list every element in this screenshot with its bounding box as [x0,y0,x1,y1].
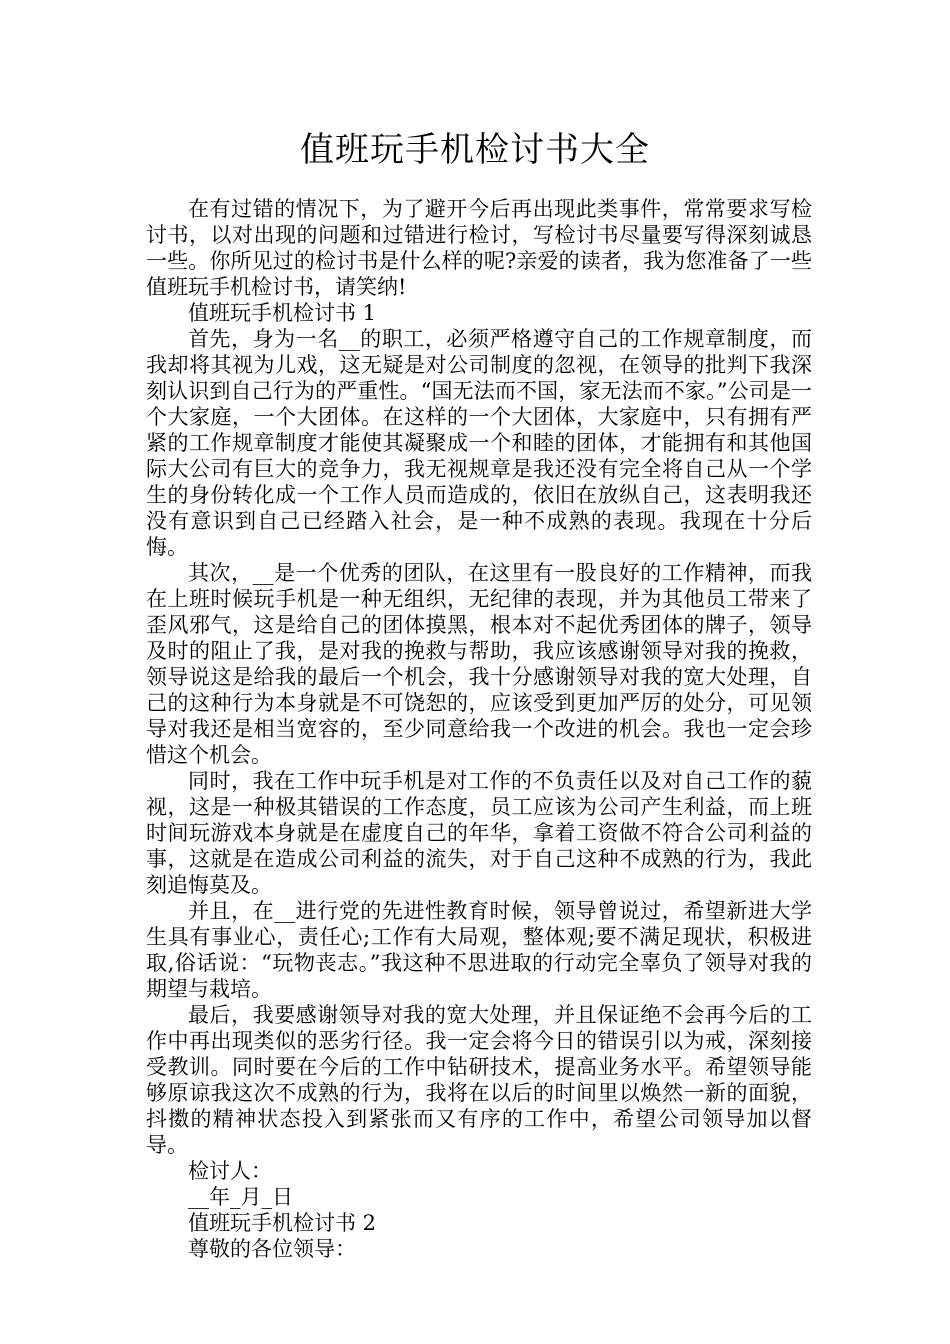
body-paragraph: 并且，在__进行党的先进性教育时候，领导曾说过，希望新进大学生具有事业心，责任心;工作有大局观，整体观;要不满足现状，积极进取,俗话说：“玩物丧志。”我这种不思进取的行动完全辜负了领导对我的期望与栽培。 [146,899,812,1001]
intro-paragraph: 在有过错的情况下，为了避开今后再出现此类事件，常常要求写检讨书，以对出现的问题和过错进行检讨，写检讨书尽量要写得深刻诚恳一些。你所见过的检讨书是什么样的呢?亲爱的读者，我为您准备了一些值班玩手机检讨书，请笑纳! [146,197,812,299]
date-line: __年_月_日 [188,1185,293,1209]
body-paragraph: 同时，我在工作中玩手机是对工作的不负责任以及对自己工作的藐视，这是一种极其错误的工作态度，员工应该为公司产生利益，而上班时间玩游戏本身就是在虚度自己的年华，拿着工资做不符合公司利益的事，这就是在造成公司利益的流失，对于自己这种不成熟的行为，我此刻追悔莫及。 [146,769,812,897]
document-title: 值班玩手机检讨书大全 [300,130,650,170]
body-paragraph: 其次，__是一个优秀的团队，在这里有一股良好的工作精神，而我在上班时候玩手机是一种无组织，无纪律的表现，并为其他员工带来了歪风邪气，这是给自己的团体摸黑，根本对不起优秀团体的牌子，领导及时的阻止了我，是对我的挽救与帮助，我应该感谢领导对我的挽救，领导说这是给我的最后一个机会，我十分感谢领导对我的宽大处理，自己的这种行为本身就是不可饶恕的，应该受到更加严厉的处分，可见领导对我还是相当宽容的，至少同意给我一个改进的机会。我也一定会珍惜这个机会。 [146,561,812,767]
document-body [146,196,812,1262]
body-paragraph: 首先，身为一名__的职工，必须严格遵守自己的工作规章制度，而我却将其视为儿戏，这无疑是对公司制度的忽视，在领导的批判下我深刻认识到自己行为的严重性。“国无法而不国，家无法而不家。”公司是一个大家庭，一个大团体。在这样的一个大团体，大家庭中，只有拥有严紧的工作规章制度才能使其凝聚成一个和睦的团体，才能拥有和其他国际大公司有巨大的竞争力，我无视规章是我还没有完全将自己从一个学生的身份转化成一个工作人员而造成的，依旧在放纵自己，这表明我还没有意识到自己已经踏入社会，是一种不成熟的表现。我现在十分后悔。 [146,327,812,559]
signature-label: 检讨人： [188,1159,272,1183]
body-paragraph: 最后，我要感谢领导对我的宽大处理，并且保证绝不会再今后的工作中再出现类似的恶劣行径。我一定会将今日的错误引以为戒，深刻接受教训。同时要在今后的工作中钻研技术，提高业务水平。希望领导能够原谅我这次不成熟的行为，我将在以后的时间里以焕然一新的面貌，抖擞的精神状态投入到紧张而又有序的工作中，希望公司领导加以督导。 [146,1003,812,1157]
section-heading-2: 值班玩手机检讨书 2 [188,1211,377,1235]
section-heading-1: 值班玩手机检讨书 1 [188,301,377,325]
salutation: 尊敬的各位领导： [188,1237,356,1261]
